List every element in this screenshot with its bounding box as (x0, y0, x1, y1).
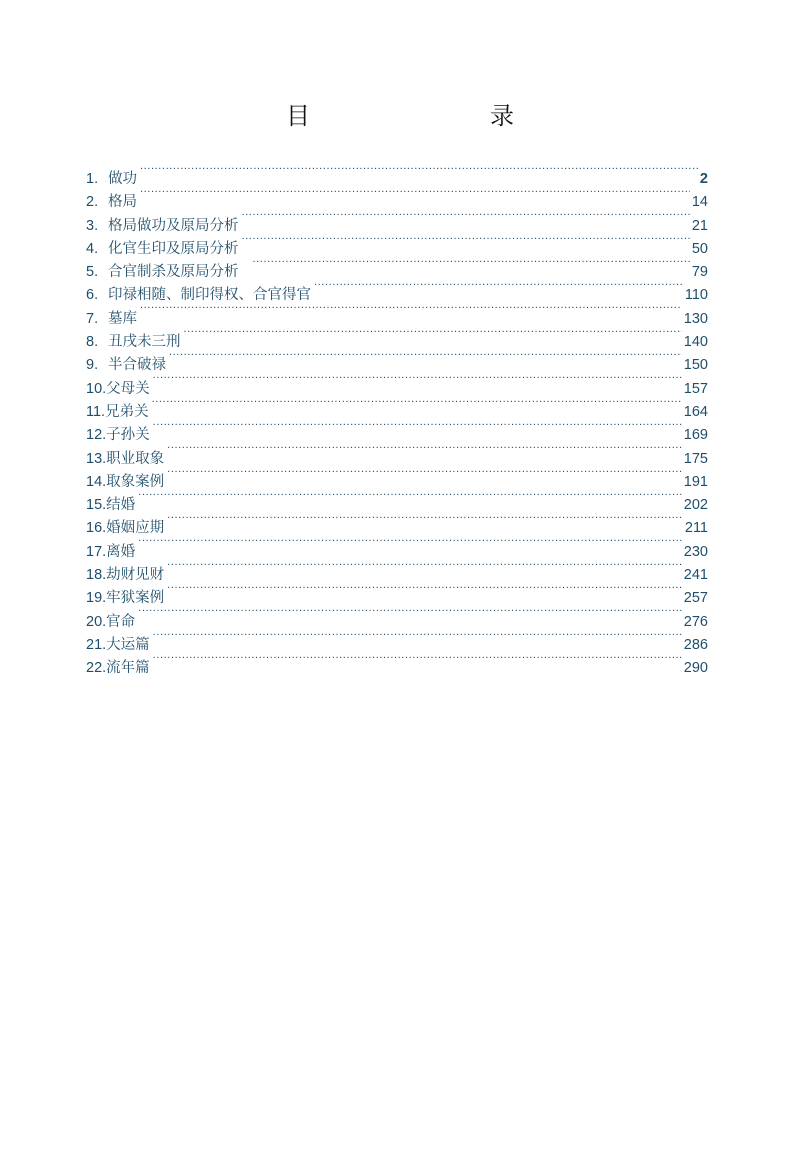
dot-leader (153, 416, 682, 439)
toc-entry-label: 兄弟关 (105, 403, 149, 420)
toc-entry-label: 官命 (106, 613, 136, 630)
toc-entry[interactable] (86, 160, 708, 187)
toc-entry[interactable] (86, 649, 708, 677)
toc-entry-page: 50 (691, 240, 708, 257)
toc-entry-label: 取象案例 (106, 473, 165, 490)
toc-entry-label: 流年篇 (106, 660, 150, 677)
dot-leader (138, 533, 682, 556)
toc-entry[interactable] (86, 300, 708, 327)
toc-entry-page: 286 (683, 636, 708, 653)
toc-entry[interactable] (86, 463, 708, 490)
dot-leader (169, 346, 682, 369)
dot-leader (184, 323, 682, 346)
dot-leader (153, 626, 682, 649)
dot-leader (153, 370, 682, 393)
toc-entry-page: 230 (683, 543, 708, 560)
toc-entry[interactable] (86, 626, 708, 653)
toc-entry-label: 劫财见财 (106, 567, 165, 584)
toc-entry-page: 14 (691, 194, 708, 211)
toc-entry[interactable] (86, 533, 708, 560)
toc-entry-page: 150 (683, 357, 708, 374)
toc-entry-number: 13. (86, 450, 107, 467)
toc-entry-number: 11. (86, 403, 106, 420)
toc-entry-page: 202 (683, 497, 708, 514)
toc-entry-number: 14. (86, 473, 107, 490)
toc-entry[interactable] (86, 346, 708, 374)
toc-entry-number: 5. (86, 264, 99, 281)
toc-entry[interactable] (86, 579, 708, 607)
toc-entry[interactable] (86, 370, 708, 397)
toc-entry-page: 211 (684, 520, 708, 537)
toc-entry[interactable] (86, 207, 708, 234)
toc-entry-number: 17. (86, 543, 107, 560)
toc-entry-page: 110 (684, 287, 708, 304)
toc-entry-label: 婚姻应期 (106, 520, 165, 537)
toc-entry-number: 20. (86, 613, 107, 630)
toc-entry-label: 格局做功及原局分析 (108, 217, 239, 234)
dot-leader (138, 603, 682, 626)
toc-entry-label: 职业取象 (106, 450, 165, 467)
toc-entry-number: 3. (86, 217, 99, 234)
toc-entry[interactable] (86, 509, 708, 537)
table-of-contents (86, 160, 708, 677)
toc-entry[interactable] (86, 323, 708, 351)
toc-entry-page: 157 (683, 380, 708, 397)
dot-leader (242, 207, 690, 230)
toc-entry-label: 牢狱案例 (106, 590, 165, 607)
dot-leader (140, 183, 690, 206)
dot-leader (140, 300, 682, 323)
toc-entry-page: 169 (683, 427, 708, 444)
toc-entry-label: 合官制杀及原局分析 (108, 264, 239, 281)
toc-entry[interactable] (86, 393, 708, 420)
toc-entry-label: 格局 (108, 194, 137, 211)
toc-entry-page: 164 (683, 403, 708, 420)
toc-entry-page: 290 (683, 660, 708, 677)
toc-entry[interactable] (86, 556, 708, 584)
toc-entry-page: 276 (683, 613, 708, 630)
toc-entry-label: 半合破禄 (108, 357, 166, 374)
toc-entry-label: 离婚 (106, 543, 136, 560)
toc-entry[interactable] (86, 440, 708, 467)
dot-leader (140, 160, 698, 183)
dot-leader (167, 556, 682, 579)
toc-entry-number: 8. (86, 334, 99, 351)
toc-entry[interactable] (86, 416, 708, 444)
toc-entry-number: 15. (86, 497, 107, 514)
toc-entry-number: 6. (86, 287, 99, 304)
toc-entry-number: 19. (86, 590, 107, 607)
toc-entry[interactable] (86, 603, 708, 630)
toc-entry-page: 175 (683, 450, 708, 467)
page-title: 目 录 (286, 102, 558, 130)
toc-entry-number: 12. (86, 427, 107, 444)
toc-entry-page: 241 (683, 567, 708, 584)
toc-entry-label: 丑戌未三刑 (108, 334, 181, 351)
toc-entry-label: 化官生印及原局分析 (108, 240, 239, 257)
toc-entry-page: 21 (691, 217, 708, 234)
toc-entry-page: 130 (683, 310, 708, 327)
toc-entry-number: 2. (86, 194, 99, 211)
toc-entry-label: 做功 (108, 171, 137, 187)
toc-entry-number: 22. (86, 660, 107, 677)
toc-entry-number: 7. (86, 310, 99, 327)
toc-entry-number: 10. (86, 380, 107, 397)
toc-entry-number: 16. (86, 520, 107, 537)
toc-entry-label: 大运篇 (106, 636, 150, 653)
toc-entry-label: 墓库 (108, 310, 137, 327)
toc-entry[interactable] (86, 183, 708, 211)
toc-entry-page: 191 (683, 473, 708, 490)
dot-leader (314, 276, 683, 299)
dot-leader (242, 230, 690, 253)
toc-entry-label: 父母关 (106, 380, 150, 397)
toc-entry-number: 1. (86, 171, 99, 187)
dot-leader (167, 509, 683, 532)
toc-entry-page: 2 (699, 171, 708, 187)
toc-entry-page: 257 (683, 590, 708, 607)
dot-leader (138, 486, 682, 509)
dot-leader (167, 440, 682, 463)
toc-entry-number: 18. (86, 567, 107, 584)
toc-entry-label: 结婚 (106, 497, 136, 514)
toc-entry-label: 子孙关 (106, 427, 150, 444)
toc-entry-page: 140 (683, 334, 708, 351)
toc-entry-page: 79 (691, 264, 708, 281)
toc-entry-number: 4. (86, 240, 99, 257)
toc-entry-number: 21. (86, 636, 107, 653)
dot-leader (153, 649, 682, 672)
toc-entry-number: 9. (86, 357, 99, 374)
dot-leader (167, 579, 682, 602)
toc-entry-label: 印禄相随、制印得权、合官得官 (108, 287, 311, 304)
toc-entry[interactable] (86, 486, 708, 514)
dot-leader (152, 393, 682, 416)
dot-leader (253, 253, 690, 276)
dot-leader (167, 463, 682, 486)
